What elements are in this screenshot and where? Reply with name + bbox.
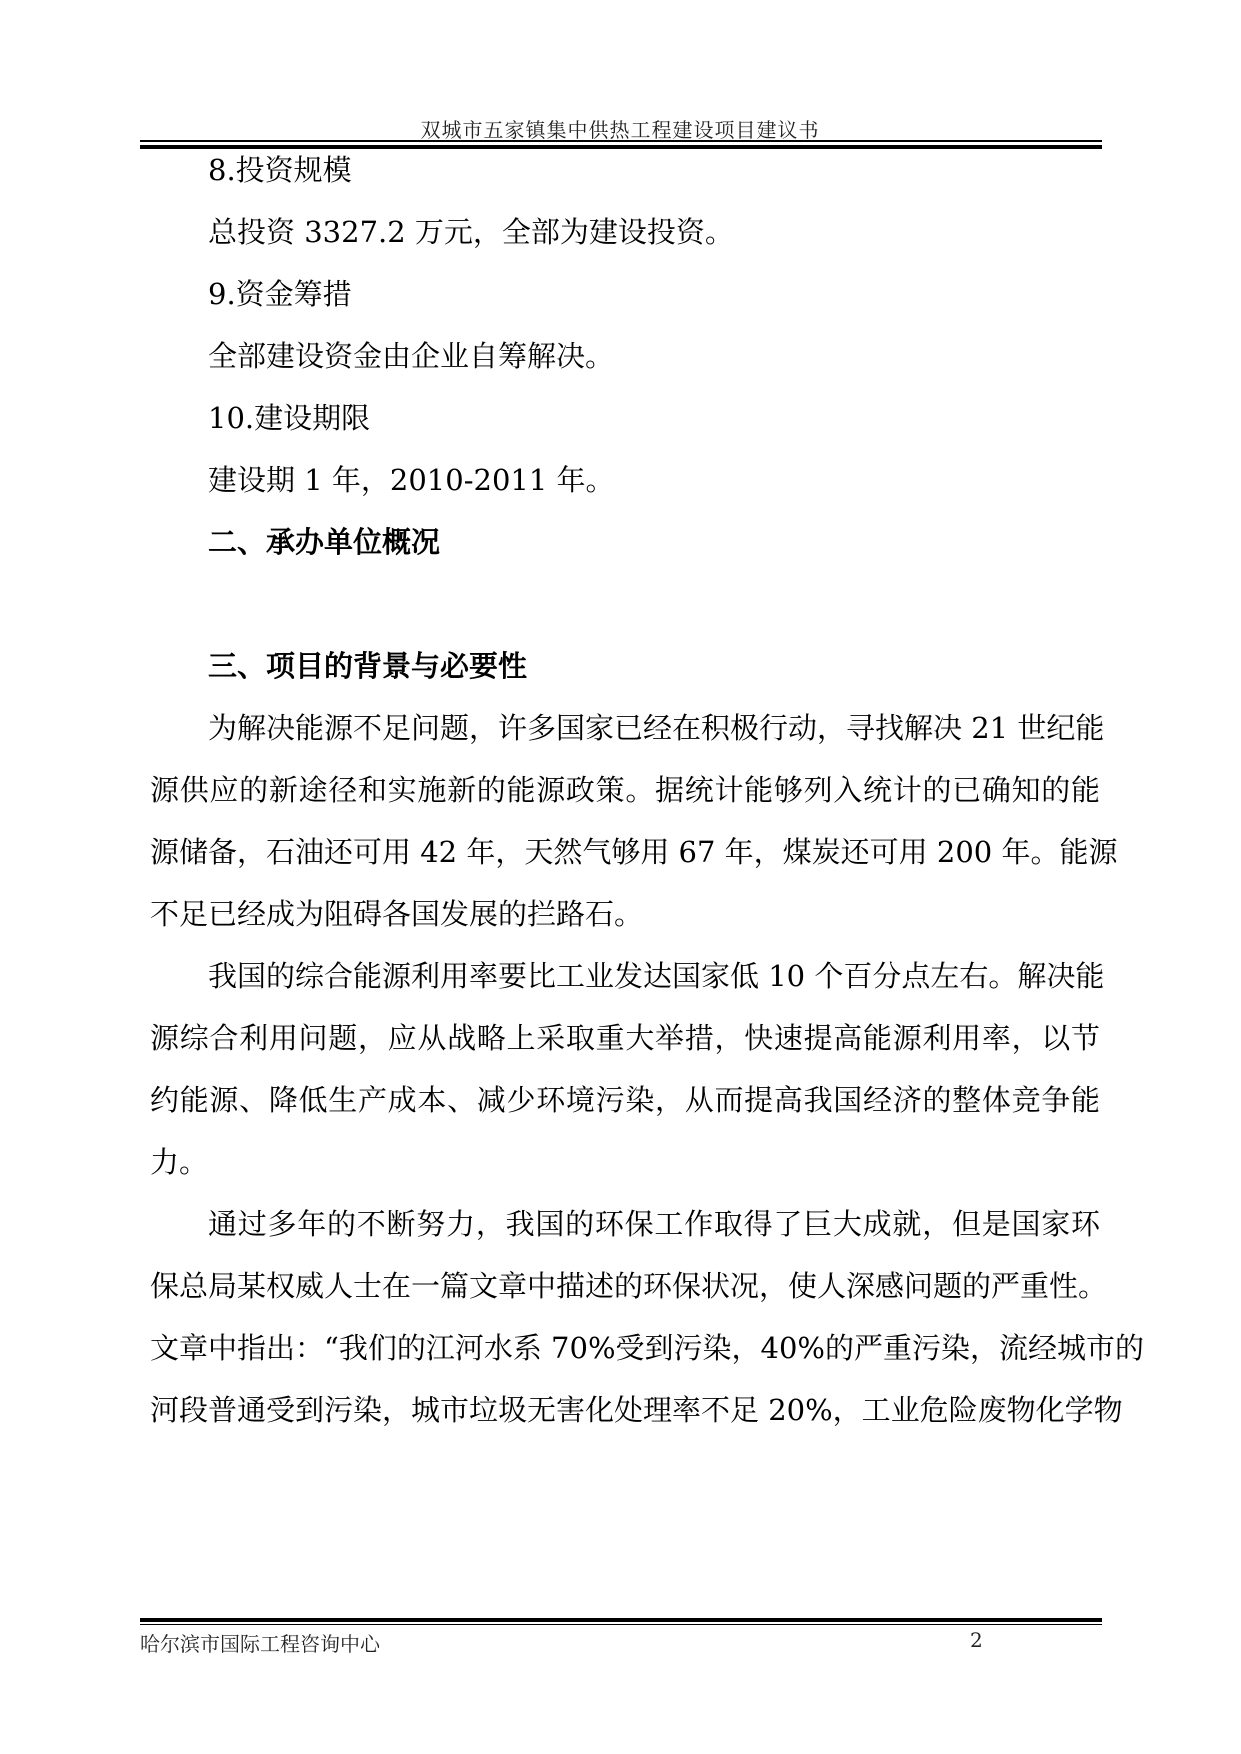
document-title: 双城市五家镇集中供热工程建设项目建议书 [420, 118, 820, 142]
footer-divider-thick [140, 1618, 1102, 1622]
section-10-heading: 10.建设期限 [208, 401, 371, 435]
part-2-heading: 二、承办单位概况 [208, 525, 441, 559]
footer-divider-thin [140, 1624, 1102, 1625]
paragraph-line: 源供应的新途径和实施新的能源政策。据统计能够列入统计的已确知的能 [150, 773, 1100, 807]
paragraph-line: 保总局某权威人士在一篇文章中描述的环保状况，使人深感问题的严重性。 [150, 1269, 1108, 1303]
paragraph-line: 为解决能源不足问题，许多国家已经在积极行动，寻找解决 21 世纪能 [208, 711, 1105, 745]
paragraph-line: 通过多年的不断努力，我国的环保工作取得了巨大成就，但是国家环 [208, 1207, 1100, 1241]
footer-organization: 哈尔滨市国际工程咨询中心 [140, 1632, 380, 1656]
paragraph-line: 约能源、降低生产成本、减少环境污染，从而提高我国经济的整体竞争能 [150, 1083, 1100, 1117]
paragraph-line: 力。 [150, 1145, 209, 1179]
paragraph-line: 文章中指出：“我们的江河水系 70%受到污染，40%的严重污染，流经城市的 [150, 1331, 1144, 1365]
section-8-heading: 8.投资规模 [208, 153, 352, 187]
paragraph-line: 河段普通受到污染，城市垃圾无害化处理率不足 20%，工业危险废物化学物 [150, 1393, 1123, 1427]
paragraph-line: 源储备，石油还可用 42 年，天然气够用 67 年，煤炭还可用 200 年。能源 [150, 835, 1118, 869]
section-8-text: 总投资 3327.2 万元，全部为建设投资。 [208, 215, 734, 249]
paragraph-line: 我国的综合能源利用率要比工业发达国家低 10 个百分点左右。解决能 [208, 959, 1105, 993]
section-10-text: 建设期 1 年，2010-2011 年。 [208, 463, 615, 497]
section-9-heading: 9.资金筹措 [208, 277, 352, 311]
page-number: 2 [970, 1628, 983, 1652]
header-divider-thin [140, 140, 1102, 142]
paragraph-line: 源综合利用问题，应从战略上采取重大举措，快速提高能源利用率，以节 [150, 1021, 1100, 1055]
header-divider-thick [140, 145, 1102, 149]
section-9-text: 全部建设资金由企业自筹解决。 [208, 339, 615, 373]
paragraph-line: 不足已经成为阻碍各国发展的拦路石。 [150, 897, 644, 931]
part-3-heading: 三、项目的背景与必要性 [208, 649, 528, 683]
